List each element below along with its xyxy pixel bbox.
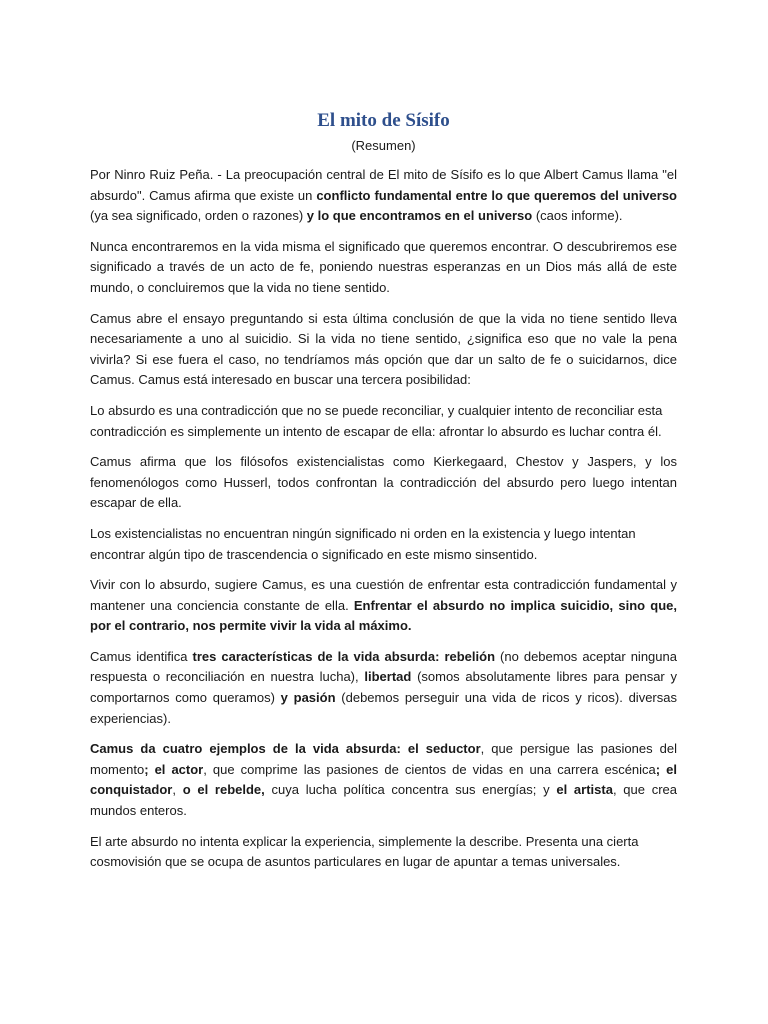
text-run: El arte absurdo no intenta explicar la experiencia, simplemente la describe. Presenta una cierta cosmovisión que se ocupa de asuntos particulares en lugar de apuntar a temas universales. [90, 833, 639, 870]
text-run: Lo absurdo es una contradicción que no se puede reconciliar, y cualquier intento de reconciliar esta contradicción es simplemente un intento de escapar de ella: afrontar lo absurdo es luchar contra él. [90, 402, 663, 439]
text-run: (ya sea significado, orden o razones) [90, 208, 307, 224]
bold-text: y pasión [280, 690, 336, 706]
bold-text: y lo que encontramos en el universo [306, 208, 533, 224]
bold-text: o el rebelde, [182, 782, 265, 798]
paragraph [90, 832, 677, 873]
document-body [90, 165, 677, 873]
text-run: Camus abre el ensayo preguntando si esta última conclusión de que la vida no tiene sentido lleva necesariamente a uno al suicidio. Si la vida no tiene sentido, ¿significa eso que no vale la pena vivirla? Si ese fuera el caso, no tendríamos más opción que dar un salto de fe o suicidarnos, dice Camus. Camus está interesado en buscar una tercera posibilidad: [90, 310, 677, 388]
paragraph [90, 524, 677, 565]
text-run: Camus identifica [90, 648, 193, 664]
text-run: , que crea mundos enteros. [90, 782, 677, 819]
document-page [90, 108, 677, 883]
text-run: Nunca encontraremos en la vida misma el significado que queremos encontrar. O descubriremos ese significado a través de un acto de fe, poniendo nuestras esperanzas en un Dios más allá de este mundo, o concluiremos que la vida no tiene sentido. [90, 238, 677, 295]
bold-text: libertad [364, 669, 412, 685]
text-run: , [172, 782, 183, 798]
paragraph [90, 739, 677, 821]
paragraph [90, 165, 677, 227]
paragraph [90, 309, 677, 391]
text-run: , que persigue las pasiones del momento [90, 741, 678, 777]
paragraph [90, 575, 677, 637]
text-run: Los existencialistas no encuentran ningún significado ni orden en la existencia y luego intentan encontrar algún tipo de trascendencia o significado en este mismo sinsentido. [90, 525, 636, 562]
paragraph [90, 401, 677, 442]
bold-text: ; el actor [144, 761, 204, 777]
paragraph [90, 647, 677, 729]
text-run: (somos absolutamente libres para pensar y comportarnos como queramos) [90, 669, 677, 706]
bold-text: conflicto fundamental entre lo que queremos del universo [316, 187, 677, 203]
bold-text: Enfrentar el absurdo no implica suicidio, sino que, por el contrario, nos permite vivir la vida al máximo. [90, 597, 677, 634]
paragraph [90, 452, 677, 514]
document-subtitle: (Resumen) [351, 138, 416, 153]
bold-text: el artista [556, 782, 613, 798]
text-run: , que comprime las pasiones de cientos de vidas en una carrera escénica [203, 761, 656, 777]
text-run: (debemos perseguir una vida de ricos y ricos). diversas experiencias). [90, 690, 677, 726]
text-run: (no debemos aceptar ninguna respuesta o reconciliación en nuestra lucha), [90, 648, 677, 685]
bold-text: ; el conquistador [90, 761, 677, 798]
bold-text: tres características de la vida absurda: rebelión [192, 648, 496, 664]
bold-text: Camus da cuatro ejemplos de la vida absurda: el seductor [90, 741, 481, 757]
document-title: El mito de Sísifo [317, 110, 450, 131]
paragraph [90, 237, 677, 299]
text-run: (caos informe). [532, 208, 623, 224]
text-run: Camus afirma que los filósofos existencialistas como Kierkegaard, Chestov y Jaspers, y los fenomenólogos como Husserl, todos confrontan la contradicción del absurdo pero luego intentan escapar de ella. [90, 454, 677, 511]
text-run: Por Ninro Ruiz Peña. - La preocupación central de El mito de Sísifo es lo que Albert Camus llama "el absurdo". Camus afirma que existe un [90, 167, 677, 203]
text-run: cuya lucha política concentra sus energías; y [264, 782, 557, 798]
text-run: Vivir con lo absurdo, sugiere Camus, es una cuestión de enfrentar esta contradicción fundamental y mantener una conciencia constante de ella. [90, 577, 677, 613]
